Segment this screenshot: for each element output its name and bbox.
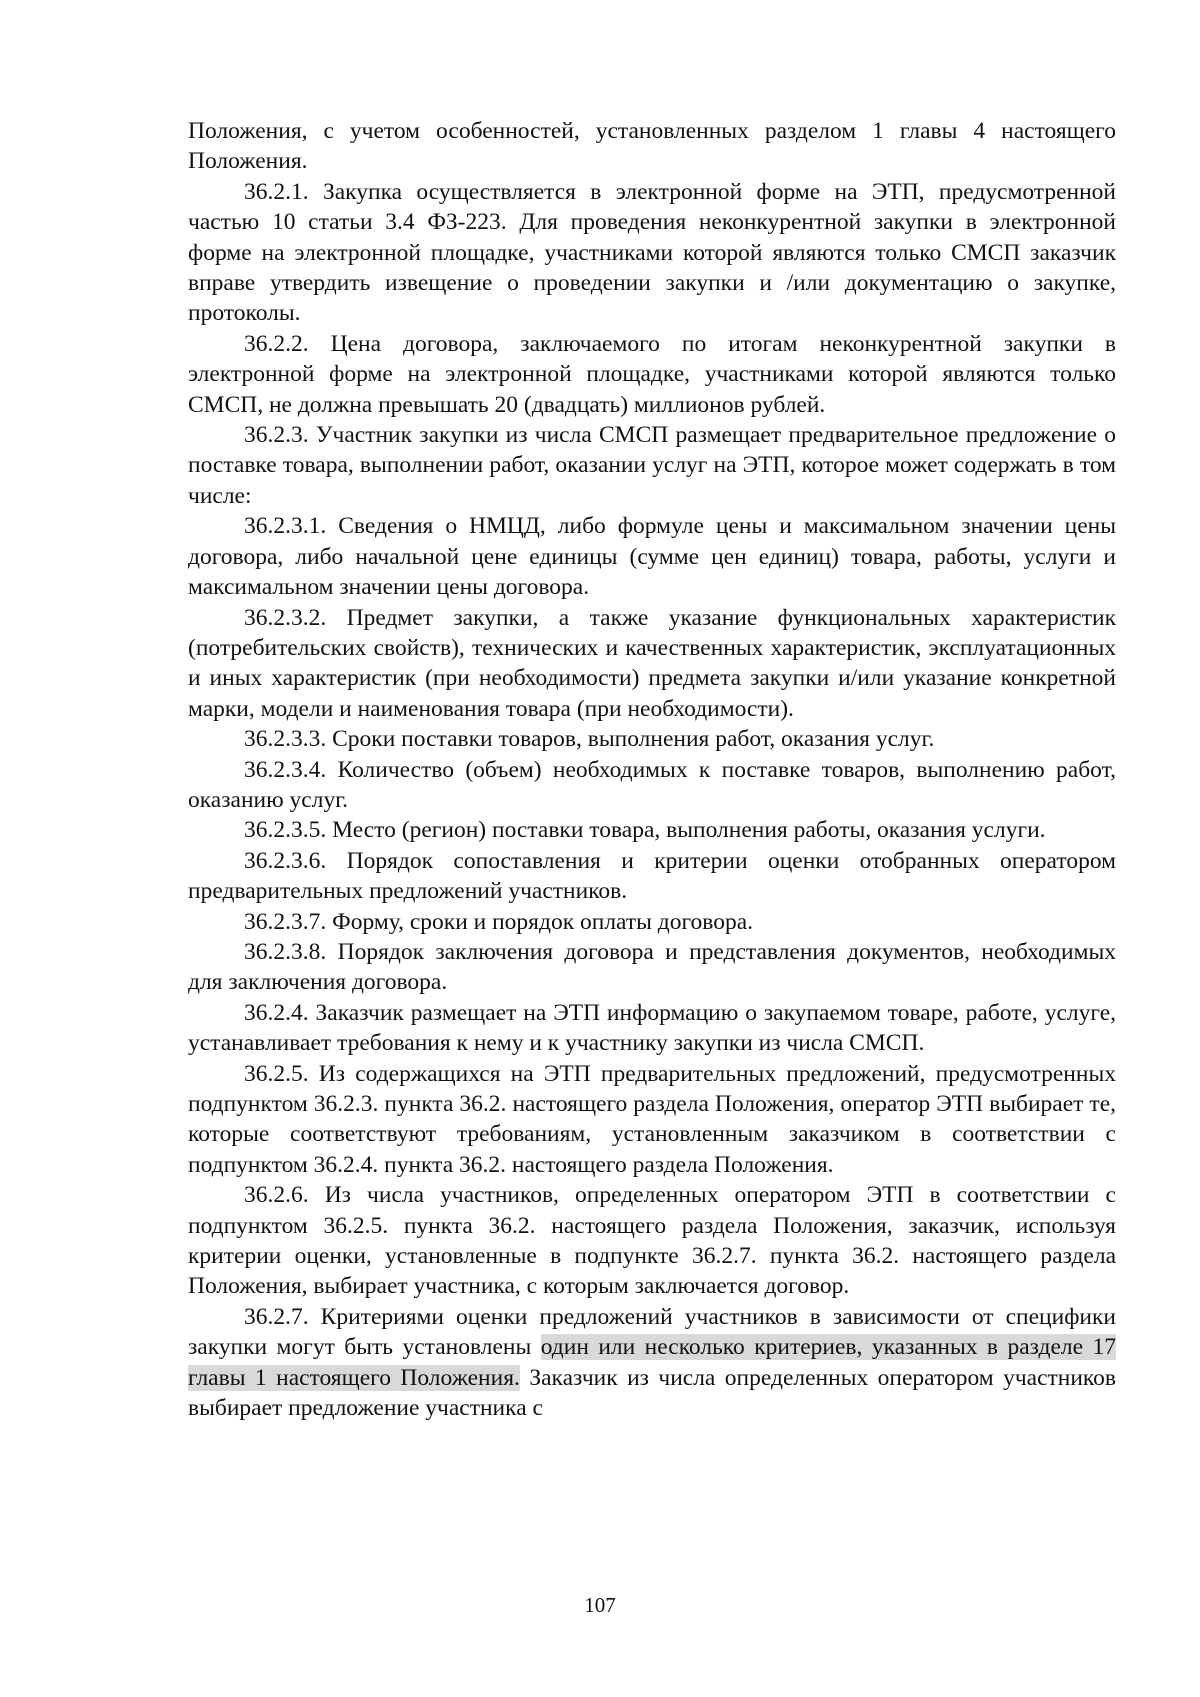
paragraph-36-2-3: 36.2.3. Участник закупки из числа СМСП размещает предварительное предложение о поставке товара, выполнении работ, оказании услуг на ЭТП, которое может содержать в том числе: — [188, 422, 1116, 509]
paragraph-36-2-3-2: 36.2.3.2. Предмет закупки, а также указание функциональных характеристик (потребительских свойств), технических и качественных характеристик, эксплуатационных и иных характеристик (при необходимости) предмета закупки и/или указание конкретной марки, модели и наименования товара (при необходимости). — [188, 604, 1116, 722]
paragraph-continuation: Положения, с учетом особенностей, установленных разделом 1 главы 4 настоящего Положения. — [188, 118, 1116, 175]
paragraph-36-2-3-6: 36.2.3.6. Порядок сопоставления и критерии оценки отобранных оператором предварительных предложений участников. — [188, 847, 1116, 905]
paragraph-36-2-3-4: 36.2.3.4. Количество (объем) необходимых к поставке товаров, выполнению работ, оказанию услуг. — [188, 756, 1116, 813]
paragraph-36-2-4: 36.2.4. Заказчик размещает на ЭТП информацию о закупаемом товаре, работе, услуге, устанавливает требования к нему и к участнику закупки из числа СМСП. — [188, 999, 1116, 1057]
paragraph-36-2-3-7: 36.2.3.7. Форму, сроки и порядок оплаты договора. — [244, 908, 754, 935]
paragraph-36-2-7-tail: Заказчик из числа определенных оператором участников выбирает предложение участника с — [188, 1364, 1116, 1422]
paragraph-36-2-7-lead: 36.2.7. Критериями оценки предложений участников в зависимости от специфики закупки могут быть установлены — [188, 1303, 1116, 1361]
paragraph-36-2-2: 36.2.2. Цена договора, заключаемого по итогам неконкурентной закупки в электронной форме на электронной площадке, участниками которой являются только СМСП, не должна превышать 20 (двадцать) миллионов рублей. — [188, 330, 1116, 418]
paragraph-36-2-3-3: 36.2.3.3. Сроки поставки товаров, выполнения работ, оказания услуг. — [244, 726, 935, 753]
paragraph-36-2-3-8: 36.2.3.8. Порядок заключения договора и представления документов, необходимых для заключения договора. — [188, 938, 1116, 996]
highlighted-text: один или несколько критериев, указанных в разделе 17 главы 1 настоящего Положения. — [188, 1334, 1116, 1391]
paragraph-36-2-3-5: 36.2.3.5. Место (регион) поставки товара, выполнения работы, оказания услуги. — [244, 817, 1046, 844]
document-body — [188, 116, 1116, 1423]
paragraph-36-2-1: 36.2.1. Закупка осуществляется в электронной форме на ЭТП, предусмотренной частью 10 статьи 3.4 ФЗ-223. Для проведения неконкурентной закупки в электронной форме на электронной площадке, участниками которой являются только СМСП заказчик вправе утвердить извещение о проведении закупки и /или документацию о закупке, протоколы. — [188, 178, 1116, 327]
paragraph-36-2-5: 36.2.5. Из содержащихся на ЭТП предварительных предложений, предусмотренных подпунктом 36.2.3. пункта 36.2. настоящего раздела Положения, оператор ЭТП выбирает те, которые соответствуют требованиям, установленным заказчиком в соответствии с подпунктом 36.2.4. пункта 36.2. настоящего раздела Положения. — [188, 1060, 1116, 1178]
paragraph-36-2-7 — [188, 1302, 1116, 1424]
paragraph-36-2-6: 36.2.6. Из числа участников, определенных оператором ЭТП в соответствии с подпунктом 36.2.5. пункта 36.2. настоящего раздела Положения, заказчик, используя критерии оценки, установленные в подпункте 36.2.7. пункта 36.2. настоящего раздела Положения, выбирает участника, с которым заключается договор. — [188, 1182, 1116, 1300]
page-number: 107 — [584, 1593, 616, 1617]
paragraph-36-2-3-1: 36.2.3.1. Сведения о НМЦД, либо формуле цены и максимальном значении цены договора, либо начальной цене единицы (сумме цен единиц) товара, работы, услуги и максимальном значении цены договора. — [188, 513, 1116, 601]
